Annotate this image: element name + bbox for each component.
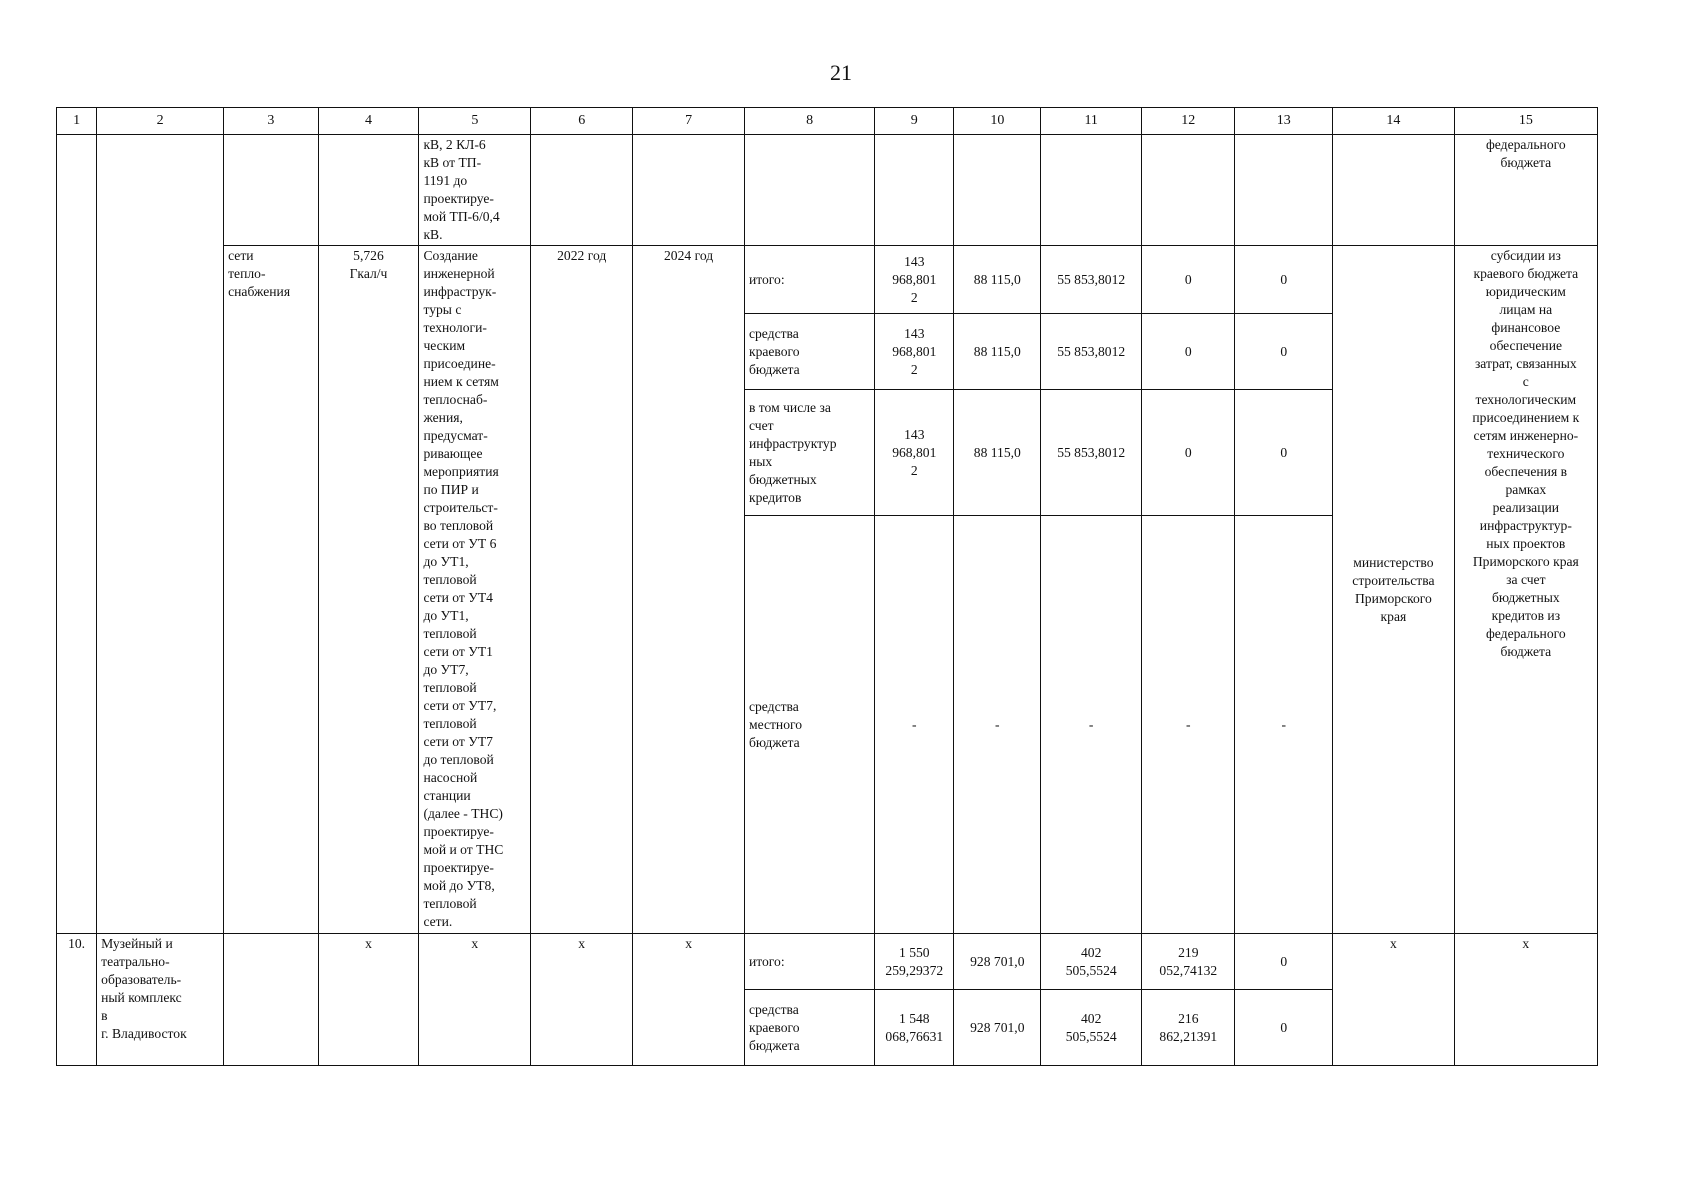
table-cell bbox=[633, 135, 745, 246]
table-cell bbox=[954, 135, 1041, 246]
amount-cell: - bbox=[1041, 516, 1142, 934]
item-number-cell: 10. bbox=[57, 934, 97, 1066]
object-name-cell: Музейный и театрально- образователь- ный комплекс в г. Владивосток bbox=[97, 934, 224, 1066]
amount-cell: 88 115,0 bbox=[954, 246, 1041, 314]
table-cell bbox=[318, 135, 419, 246]
header-cell: 9 bbox=[875, 108, 954, 135]
end-year-cell: 2024 год bbox=[633, 246, 745, 934]
amount-cell: 0 bbox=[1235, 390, 1333, 516]
page-number: 21 bbox=[830, 60, 852, 85]
start-year-cell: 2022 год bbox=[531, 246, 633, 934]
table-row bbox=[57, 246, 1598, 314]
header-cell: 2 bbox=[97, 108, 224, 135]
capacity-cell: 5,726 Гкал/ч bbox=[318, 246, 419, 934]
amount-cell: 143 968,801 2 bbox=[875, 314, 954, 390]
table-cell bbox=[224, 135, 318, 246]
header-cell: 6 bbox=[531, 108, 633, 135]
amount-cell: 0 bbox=[1235, 990, 1333, 1066]
table-cell bbox=[224, 934, 318, 1066]
financing-table bbox=[56, 107, 1598, 1066]
amount-cell: 928 701,0 bbox=[954, 934, 1041, 990]
description-cell: Создание инженерной инфраструк- туры с технологи- ческим присоедине- нием к сетям теплоснаб- жения, предусмат- ривающее мероприятия по ПИР и строительст- во тепловой сети от УТ 6 до УТ1, тепловой сети от УТ4 до УТ1, тепловой сети от УТ1 до УТ7, тепловой сети от УТ7, тепловой сети от УТ7 до тепловой насосной станции (далее - ТНС) проектируе- мой и от ТНС проектируе- мой до УТ8, тепловой сети. bbox=[419, 246, 531, 934]
source-cell: средства краевого бюджета bbox=[744, 990, 874, 1066]
amount-cell: 0 bbox=[1235, 314, 1333, 390]
amount-cell: - bbox=[875, 516, 954, 934]
source-cell: итого: bbox=[744, 246, 874, 314]
amount-cell: 55 853,8012 bbox=[1041, 246, 1142, 314]
header-cell: 3 bbox=[224, 108, 318, 135]
amount-cell: 402 505,5524 bbox=[1041, 990, 1142, 1066]
table-cell bbox=[57, 135, 97, 934]
amount-cell: 216 862,21391 bbox=[1142, 990, 1235, 1066]
table-cell bbox=[1235, 135, 1333, 246]
source-cell: итого: bbox=[744, 934, 874, 990]
responsible-cell: х bbox=[1333, 934, 1455, 1066]
header-cell: 11 bbox=[1041, 108, 1142, 135]
responsible-cell: министерство строительства Приморского края bbox=[1333, 246, 1455, 934]
amount-cell: 143 968,801 2 bbox=[875, 246, 954, 314]
amount-cell: 0 bbox=[1235, 246, 1333, 314]
financing-type-cell: субсидии из краевого бюджета юридическим лицам на финансовое обеспечение затрат, связанных с технологическим присоединением к сетям инженерно- технического обеспечения в рамках реализации инфраструктур- ных проектов Приморского края за счет бюджетных кредитов из федерального бюджета bbox=[1454, 246, 1597, 934]
table-cell bbox=[97, 135, 224, 934]
table-row bbox=[57, 135, 1598, 246]
description-cell: кВ, 2 КЛ-6 кВ от ТП- 1191 до проектируе- мой ТП-6/0,4 кВ. bbox=[419, 135, 531, 246]
amount-cell: 55 853,8012 bbox=[1041, 314, 1142, 390]
end-year-cell: х bbox=[633, 934, 745, 1066]
source-cell: в том числе за счет инфраструктур ных бюджетных кредитов bbox=[744, 390, 874, 516]
amount-cell: 219 052,74132 bbox=[1142, 934, 1235, 990]
capacity-cell: х bbox=[318, 934, 419, 1066]
object-type-cell: сети тепло- снабжения bbox=[224, 246, 318, 934]
amount-cell: 1 548 068,76631 bbox=[875, 990, 954, 1066]
header-cell: 12 bbox=[1142, 108, 1235, 135]
table-cell bbox=[531, 135, 633, 246]
source-cell: средства краевого бюджета bbox=[744, 314, 874, 390]
description-cell: х bbox=[419, 934, 531, 1066]
table-cell bbox=[1142, 135, 1235, 246]
table-cell bbox=[875, 135, 954, 246]
table-cell bbox=[744, 135, 874, 246]
amount-cell: 143 968,801 2 bbox=[875, 390, 954, 516]
amount-cell: 928 701,0 bbox=[954, 990, 1041, 1066]
header-row bbox=[57, 108, 1598, 135]
financing-type-cell: х bbox=[1454, 934, 1597, 1066]
financing-type-cell: федерального бюджета bbox=[1454, 135, 1597, 246]
table-row bbox=[57, 934, 1598, 990]
header-cell: 7 bbox=[633, 108, 745, 135]
amount-cell: 402 505,5524 bbox=[1041, 934, 1142, 990]
amount-cell: - bbox=[1142, 516, 1235, 934]
amount-cell: 0 bbox=[1142, 314, 1235, 390]
amount-cell: 1 550 259,29372 bbox=[875, 934, 954, 990]
header-cell: 1 bbox=[57, 108, 97, 135]
header-cell: 8 bbox=[744, 108, 874, 135]
header-cell: 5 bbox=[419, 108, 531, 135]
amount-cell: 88 115,0 bbox=[954, 314, 1041, 390]
header-cell: 4 bbox=[318, 108, 419, 135]
header-cell: 15 bbox=[1454, 108, 1597, 135]
table-cell bbox=[1333, 135, 1455, 246]
header-cell: 14 bbox=[1333, 108, 1455, 135]
amount-cell: 55 853,8012 bbox=[1041, 390, 1142, 516]
header-cell: 10 bbox=[954, 108, 1041, 135]
amount-cell: - bbox=[1235, 516, 1333, 934]
amount-cell: 0 bbox=[1142, 390, 1235, 516]
amount-cell: 88 115,0 bbox=[954, 390, 1041, 516]
amount-cell: 0 bbox=[1142, 246, 1235, 314]
amount-cell: - bbox=[954, 516, 1041, 934]
header-cell: 13 bbox=[1235, 108, 1333, 135]
source-cell: средства местного бюджета bbox=[744, 516, 874, 934]
table-cell bbox=[1041, 135, 1142, 246]
start-year-cell: х bbox=[531, 934, 633, 1066]
amount-cell: 0 bbox=[1235, 934, 1333, 990]
